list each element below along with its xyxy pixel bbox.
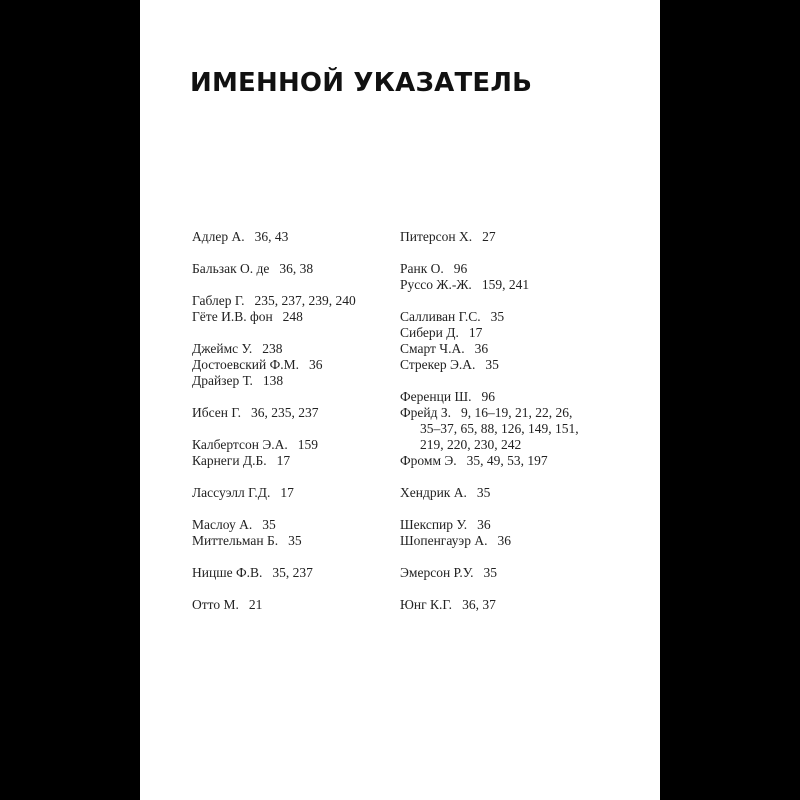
index-entry: [192, 309, 392, 325]
index-entry-pages: 138: [262, 373, 284, 388]
index-entry-name: Калбертсон Э.А.: [192, 437, 288, 452]
index-letter-group: [400, 565, 615, 581]
index-entry: [192, 261, 392, 277]
index-entry: [192, 373, 392, 389]
index-entry-pages: 36: [309, 357, 323, 372]
index-entry-pages: 27: [482, 229, 496, 244]
index-entry-name: Ницше Ф.В.: [192, 565, 263, 580]
index-entry-pages: 35: [485, 357, 499, 372]
index-entry-pages: 35, 49, 53, 197: [466, 453, 548, 468]
index-letter-group: [192, 437, 392, 469]
index-letter-group: [192, 517, 392, 549]
index-entry: [400, 277, 615, 293]
index-entry: [400, 565, 615, 581]
index-letter-group: [192, 565, 392, 581]
index-entry: [192, 565, 392, 581]
index-entry: [192, 357, 392, 373]
index-entry-name: Эмерсон Р.У.: [400, 565, 474, 580]
index-entry-pages-continuation: 219, 220, 230, 242: [420, 437, 522, 452]
index-entry-pages: 9, 16–19, 21, 22, 26,: [461, 405, 573, 420]
index-letter-group: [400, 597, 615, 613]
index-entry-name: Отто М.: [192, 597, 239, 612]
index-entry-pages: 21: [248, 597, 263, 612]
index-entry: [192, 293, 392, 309]
index-entry-name: Салливан Г.С.: [400, 309, 481, 324]
index-letter-group: [192, 485, 392, 501]
index-entry-pages: 35: [476, 485, 491, 500]
index-entry-name: Бальзак О. де: [192, 261, 270, 276]
index-letter-group: [192, 597, 392, 613]
index-entry-pages: 36, 38: [279, 261, 314, 276]
index-letter-group: [400, 229, 615, 245]
right-black-border: [660, 0, 800, 800]
left-black-border: [0, 0, 140, 800]
index-entry-pages: 36: [474, 341, 489, 356]
index-entry-pages: 35: [483, 565, 497, 580]
index-entry: [400, 309, 615, 325]
index-entry-pages: 159: [297, 437, 318, 452]
index-entry-pages: 36: [477, 517, 491, 532]
index-entry-name: Фрейд З.: [400, 405, 452, 420]
index-entry-pages: 35, 237: [272, 565, 313, 580]
index-letter-group: [192, 405, 392, 421]
index-entry-name: Габлер Г.: [192, 293, 245, 308]
index-entry-name: Драйзер Т.: [192, 373, 253, 388]
index-entry-pages: 36, 43: [254, 229, 289, 244]
index-entry-pages: 17: [280, 485, 294, 500]
index-entry-name: Миттельман Б.: [192, 533, 279, 548]
index-entry-name: Ференци Ш.: [400, 389, 472, 404]
index-entry-pages: 35: [262, 517, 276, 532]
index-entry: [400, 533, 615, 549]
index-letter-group: [192, 229, 392, 245]
index-entry: [192, 485, 392, 501]
index-entry: [400, 597, 615, 613]
index-entry: [192, 517, 392, 533]
index-entry: [192, 453, 392, 469]
index-entry-name: Сибери Д.: [400, 325, 459, 340]
index-entry: [400, 341, 615, 357]
index-entry: [192, 229, 392, 245]
index-entry: [400, 357, 615, 373]
index-entry-pages: 17: [276, 453, 291, 468]
index-entry: [192, 405, 392, 421]
index-entry: [400, 405, 615, 421]
index-column-right: [400, 229, 615, 629]
page-title: ИМЕННОЙ УКАЗАТЕЛЬ: [190, 68, 533, 98]
index-entry: [192, 437, 392, 453]
index-entry-pages-continuation: 35–37, 65, 88, 126, 149, 151,: [420, 421, 579, 436]
index-letter-group: [192, 261, 392, 277]
index-entry-name: Достоевский Ф.М.: [192, 357, 300, 372]
index-entry-pages: 36: [497, 533, 511, 548]
index-entry-name: Фромм Э.: [400, 453, 457, 468]
index-entry: [400, 325, 615, 341]
index-entry-name: Смарт Ч.А.: [400, 341, 465, 356]
index-entry: [192, 341, 392, 357]
index-entry-pages: 36, 37: [462, 597, 496, 612]
index-entry-name: Ибсен Г.: [192, 405, 242, 420]
index-letter-group: [400, 261, 615, 293]
index-entry-pages: 159, 241: [481, 277, 530, 292]
index-entry: [192, 533, 392, 549]
index-entry-name: Питерсон Х.: [400, 229, 473, 244]
index-entry-name: Хендрик А.: [400, 485, 467, 500]
index-entry-name: Руссо Ж.-Ж.: [400, 277, 472, 292]
index-entry-name: Джеймс У.: [192, 341, 253, 356]
index-entry: [400, 517, 615, 533]
index-letter-group: [192, 341, 392, 389]
index-entry-name: Маслоу А.: [192, 517, 253, 532]
index-entry-pages: 248: [282, 309, 303, 324]
index-letter-group: [192, 293, 392, 325]
index-entry: [400, 229, 615, 245]
index-letter-group: [400, 309, 615, 373]
index-entry-name: Шекспир У.: [400, 517, 468, 532]
index-entry-pages: 36, 235, 237: [251, 405, 319, 420]
index-entry-pages: 96: [453, 261, 468, 276]
index-entry: [400, 453, 615, 469]
index-entry-pages: 35: [490, 309, 505, 324]
index-entry-pages: 238: [262, 341, 283, 356]
index-entry: [400, 261, 615, 277]
index-entry-name: Адлер А.: [192, 229, 245, 244]
index-entry: [400, 485, 615, 501]
book-page: [140, 0, 660, 800]
index-letter-group: [400, 517, 615, 549]
index-column-left: [192, 229, 392, 629]
index-entry-name: Юнг К.Г.: [400, 597, 453, 612]
index-entry-name: Шопенгауэр А.: [400, 533, 488, 548]
index-entry: [400, 389, 615, 405]
index-entry-name: Стрекер Э.А.: [400, 357, 476, 372]
index-entry: [192, 597, 392, 613]
index-entry-name: Гёте И.В. фон: [192, 309, 273, 324]
index-entry-name: Лассуэлл Г.Д.: [192, 485, 271, 500]
index-letter-group: [400, 485, 615, 501]
index-entry-pages: 17: [468, 325, 483, 340]
index-entry-name: Карнеги Д.Б.: [192, 453, 267, 468]
index-entry-pages: 35: [288, 533, 302, 548]
index-entry-pages: 235, 237, 239, 240: [254, 293, 356, 308]
index-entry-pages: 96: [481, 389, 495, 404]
index-letter-group: [400, 389, 615, 469]
index-entry-name: Ранк О.: [400, 261, 444, 276]
